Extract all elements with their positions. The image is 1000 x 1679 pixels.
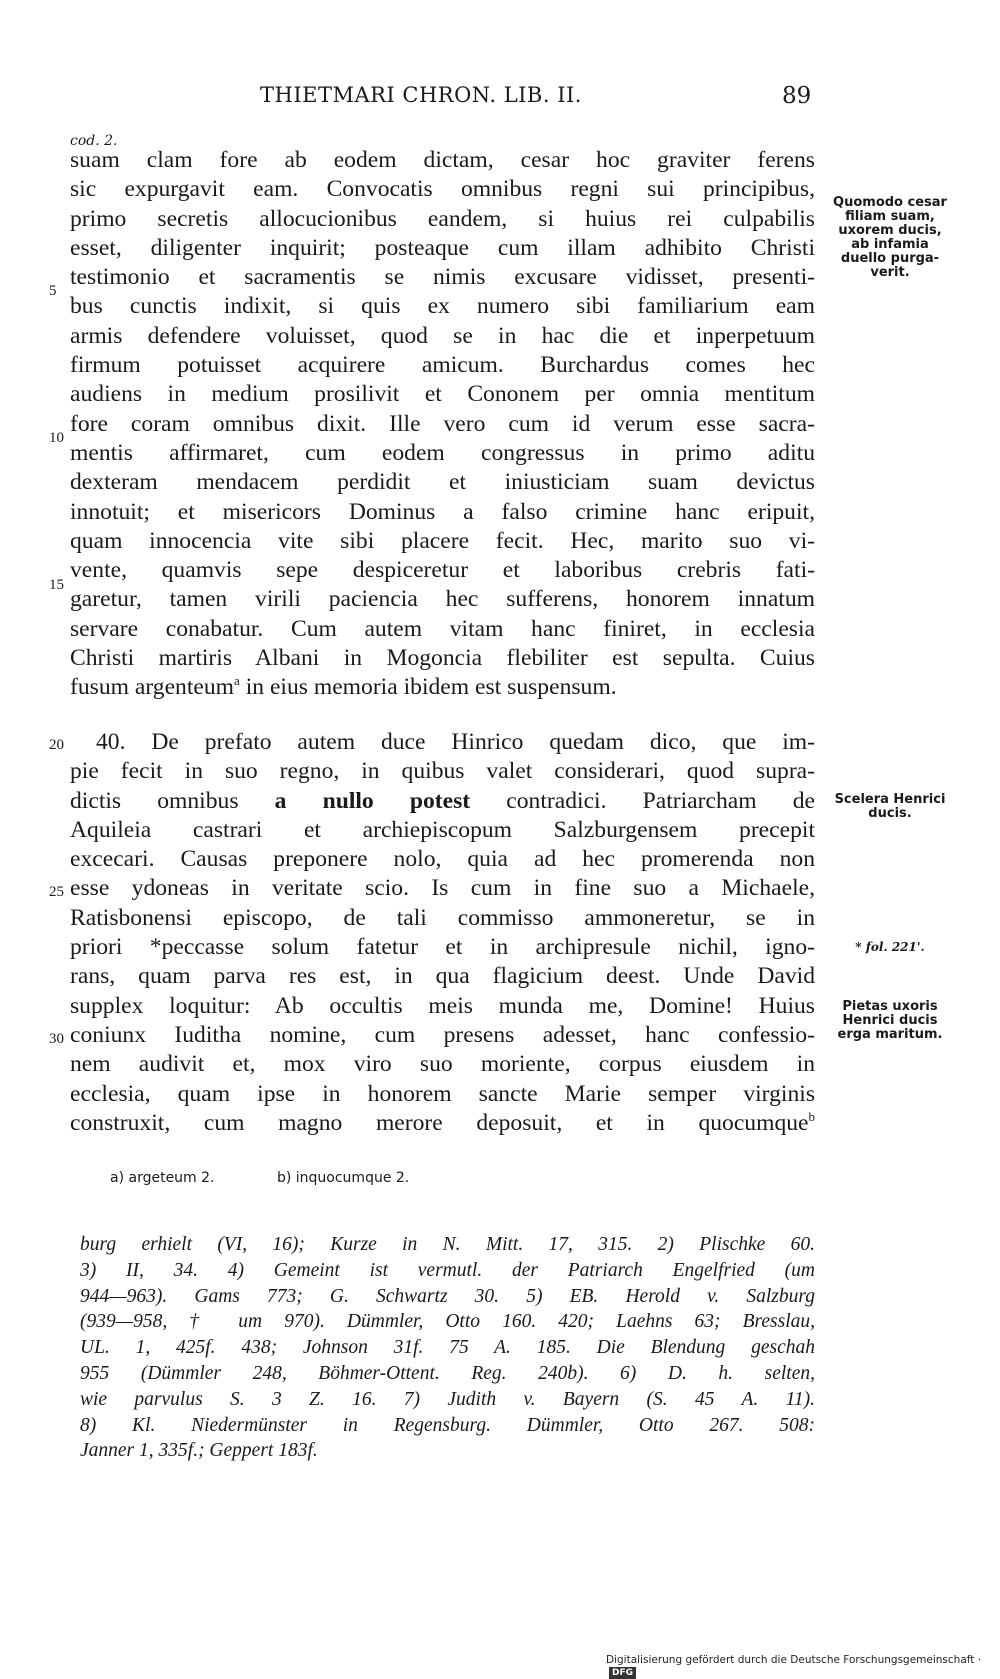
text-line: nem audivit et, mox viro suo moriente, corpus eiusdem in	[70, 1051, 815, 1078]
text-line: excecari. Causas preponere nolo, quia ad hec promerenda non	[70, 846, 815, 873]
variant-marker-b: b	[808, 1109, 815, 1124]
text-line: testimonio et sacramentis se nimis excusare vidisset, presenti-	[70, 264, 815, 291]
footnote-line: 955 (Dümmler 248, Böhmer-Ottent. Reg. 240b). 6) D. h. selten,	[80, 1362, 815, 1384]
line-number: 30	[49, 1031, 64, 1047]
text-line	[70, 1109, 815, 1138]
text-line: firmum potuisset acquirere amicum. Burchardus comes hec	[70, 352, 815, 379]
text-line: esse ydoneas in veritate scio. Is cum in fine suo a Michaele,	[70, 875, 815, 902]
margin-note-folio: * fol. 221'.	[855, 940, 925, 954]
margin-note: Quomodo cesar filiam suam, uxorem ducis, ab infamia duello purga- verit.	[833, 195, 947, 280]
main-text-block-1	[70, 146, 815, 703]
text-line: vente, quamvis sepe despiceretur et laboribus crebris fati-	[70, 557, 815, 584]
line-number: 10	[49, 430, 64, 446]
bold-text-span: a nullo potest	[274, 787, 471, 814]
footnote-line: 8) Kl. Niedermünster in Regensburg. Dümmler, Otto 267. 508:	[80, 1414, 815, 1436]
footer-text: Digitalisierung gefördert durch die Deutsche Forschungsgemeinschaft ·	[606, 1654, 982, 1666]
text-line: bus cunctis indixit, si quis ex numero sibi familiarium eam	[70, 293, 815, 320]
page-number: 89	[782, 83, 812, 109]
dfg-logo: DFG	[609, 1667, 636, 1679]
text-line: fore coram omnibus dixit. Ille vero cum id verum esse sacra-	[70, 410, 815, 437]
text-line: pie fecit in suo regno, in quibus valet considerari, quod supra-	[70, 758, 815, 785]
footnote-line: UL. 1, 425f. 438; Johnson 31f. 75 A. 185. Die Blendung geschah	[80, 1337, 815, 1359]
footnote-line: Janner 1, 335f.; Geppert 183f.	[80, 1440, 318, 1462]
text-line: coniunx Iuditha nomine, cum presens adesset, hanc confessio-	[70, 1021, 815, 1048]
text-line: quam innocencia vite sibi placere fecit. Hec, marito suo vi-	[70, 527, 815, 554]
footnote-line: wie parvulus S. 3 Z. 16. 7) Judith v. Bayern (S. 45 A. 11).	[80, 1388, 815, 1410]
codex-note: cod. 2.	[70, 133, 118, 149]
text-line: dexteram mendacem perdidit et iniusticiam suam devictus	[70, 469, 815, 496]
text-span: in eius memoria ibidem est suspensum.	[239, 674, 617, 701]
variant-apparatus	[110, 1170, 467, 1186]
text-line: servare conabatur. Cum autem vitam hanc finiret, in ecclesia	[70, 615, 815, 642]
line-number: 25	[49, 884, 64, 900]
text-span: contradici. Patriarcham de	[506, 787, 815, 814]
text-line: priori *peccasse solum fatetur et in archipresule nichil, igno-	[70, 934, 815, 961]
variant-marker-a: a	[234, 673, 240, 689]
text-line: Ratisbonensi episcopo, de tali commisso ammoneretur, se in	[70, 904, 815, 931]
text-line: ecclesia, quam ipse in honorem sancte Marie semper virginis	[70, 1080, 815, 1107]
text-line: mentis affirmaret, cum eodem congressus in primo aditu	[70, 439, 815, 466]
main-text-block-2	[70, 728, 815, 1138]
text-span: construxit, cum magno merore deposuit, et in quocumque	[70, 1109, 809, 1136]
text-line: supplex loquitur: Ab occultis meis munda me, Domine! Huius	[70, 992, 815, 1019]
variant-b: b) inquocumque 2.	[276, 1170, 410, 1186]
footnote-line: 3) II, 34. 4) Gemeint ist vermutl. der Patriarch Engelfried (um	[80, 1259, 815, 1281]
footnote-line: (939—958, † um 970). Dümmler, Otto 160. 420; Laehns 63; Bresslau,	[80, 1311, 815, 1333]
text-line	[70, 673, 815, 702]
text-line: rans, quam parva res est, in qua flagicium deest. Unde David	[70, 963, 815, 990]
footnote-line: burg erhielt (VI, 16); Kurze in N. Mitt. 17, 315. 2) Plischke 60.	[80, 1234, 815, 1255]
text-span: dictis omnibus	[70, 787, 239, 814]
line-number: 20	[49, 737, 64, 753]
text-line: sic expurgavit eam. Convocatis omnibus regni sui principibus,	[70, 176, 815, 203]
margin-note: Pietas uxoris Henrici ducis erga maritum.	[837, 999, 943, 1042]
text-line: 40. De prefato autem duce Hinrico quedam dico, que im-	[96, 729, 815, 755]
line-number: 15	[49, 577, 64, 593]
line-number: 5	[49, 283, 57, 299]
text-line: Christi martiris Albani in Mogoncia flebiliter est sepulta. Cuius	[70, 645, 815, 672]
footnote-line: 944—963). Gams 773; G. Schwartz 30. 5) EB. Herold v. Salzburg	[80, 1285, 815, 1307]
footnotes	[80, 1232, 815, 1464]
text-line: garetur, tamen virili paciencia hec sufferens, honorem innatum	[70, 586, 815, 613]
text-line: armis defendere voluisset, quod se in hac die et inperpetuum	[70, 322, 815, 349]
running-header-title: THIETMARI CHRON. LIB. II.	[260, 83, 582, 107]
text-line	[70, 787, 815, 816]
margin-note: Scelera Henrici ducis.	[834, 792, 946, 821]
variant-a: a) argeteum 2.	[110, 1170, 215, 1186]
text-line: primo secretis allocucionibus eandem, si huius rei culpabilis	[70, 205, 815, 232]
text-line: suam clam fore ab eodem dictam, cesar hoc graviter ferens	[70, 147, 815, 173]
text-line: esset, diligenter inquirit; posteaque cum illam adhibito Christi	[70, 234, 815, 261]
text-line: audiens in medium prosilivit et Cononem per omnia mentitum	[70, 381, 815, 408]
text-span: fusum argenteum	[70, 674, 235, 701]
text-line: innotuit; et misericors Dominus a falso crimine hanc eripuit,	[70, 498, 815, 525]
text-line: Aquileia castrari et archiepiscopum Salzburgensem precepit	[70, 816, 815, 843]
digitization-footer	[606, 1654, 1000, 1679]
